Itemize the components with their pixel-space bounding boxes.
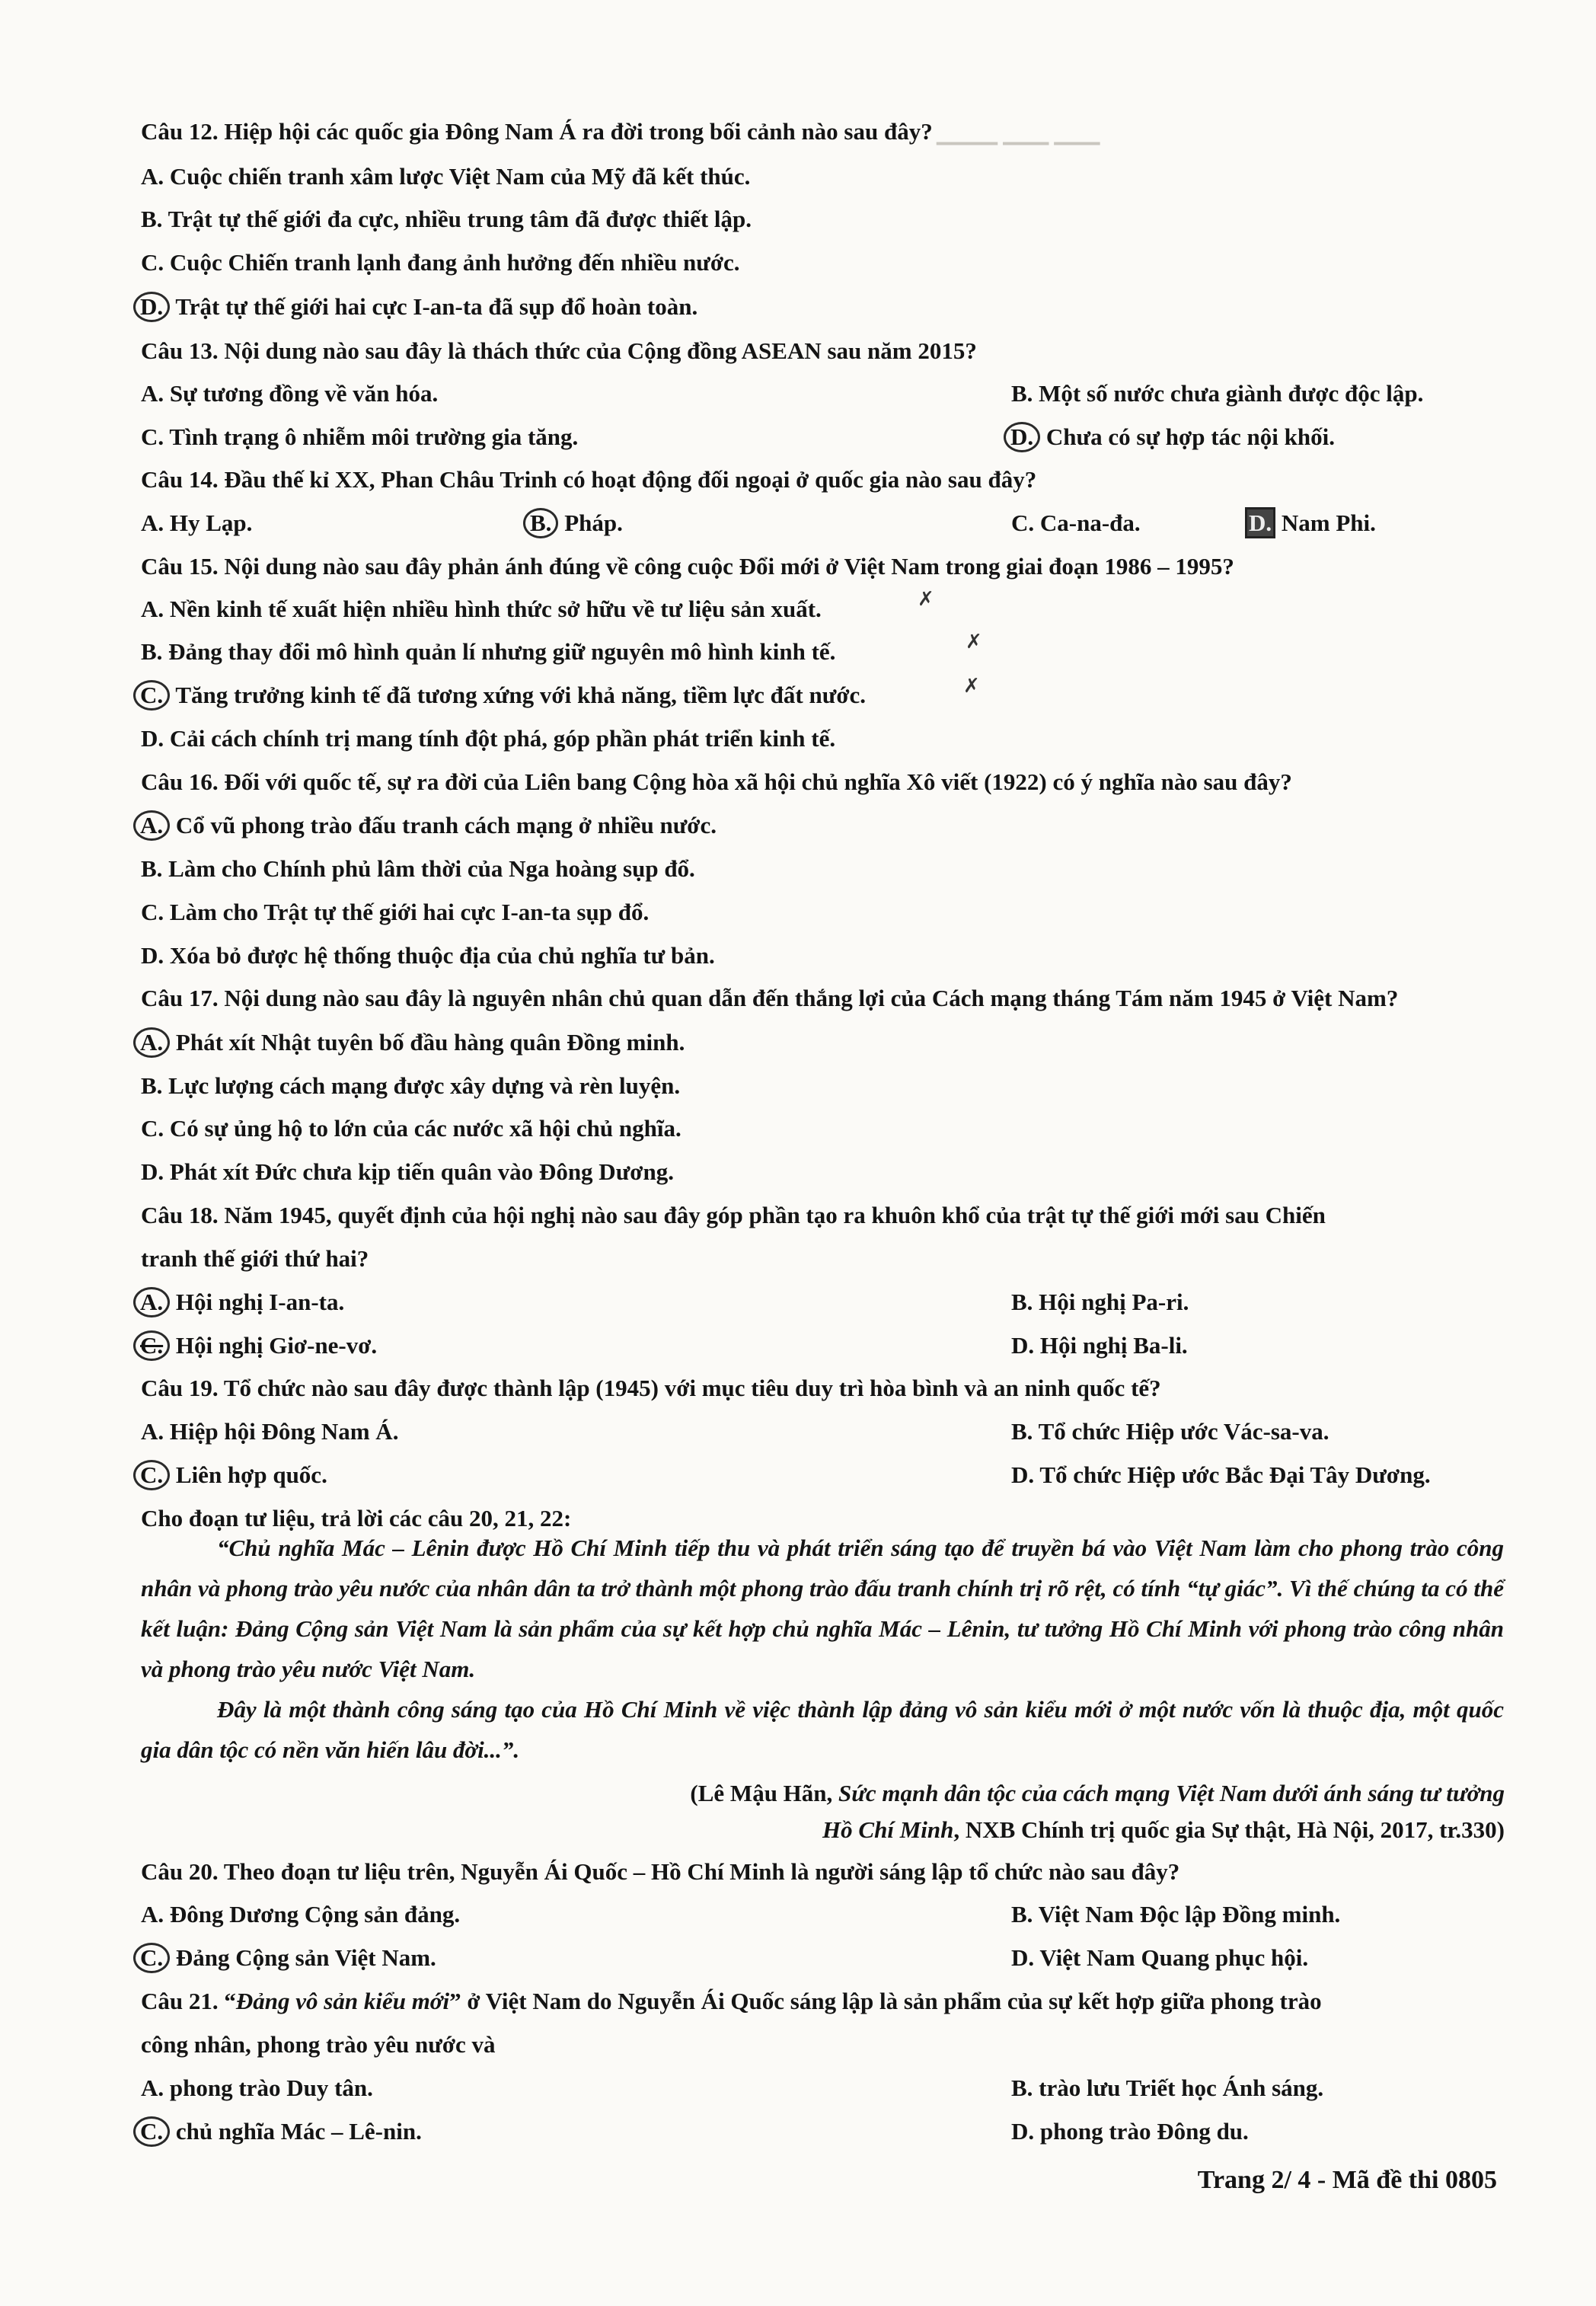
q14-option-c[interactable]: C. Ca-na-đa. xyxy=(1011,509,1141,536)
passage-source-line2: Hồ Chí Minh, NXB Chính trị quốc gia Sự thật, Hà Nội, 2017, tr.330) xyxy=(822,1816,1505,1843)
q19-row1 xyxy=(141,1416,1504,1447)
q19-option-c[interactable]: C. Liên hợp quốc. xyxy=(141,1461,327,1488)
q13-option-d[interactable]: D. Chưa có sự hợp tác nội khối. xyxy=(1011,422,1335,452)
q16-option-b[interactable]: B. Làm cho Chính phủ lâm thời của Nga hoàng sụp đổ. xyxy=(141,855,695,882)
q18-row2 xyxy=(141,1330,1504,1361)
passage-source-line1: (Lê Mậu Hãn, Sức mạnh dân tộc của cách mạng Việt Nam dưới ánh sáng tư tưởng xyxy=(690,1780,1505,1806)
cross-mark-icon: ✗ xyxy=(918,588,934,611)
q20-option-d[interactable]: D. Việt Nam Quang phục hội. xyxy=(1011,1944,1309,1971)
answer-circle: B. xyxy=(523,508,558,538)
passage-intro: Cho đoạn tư liệu, trả lời các câu 20, 21, 22: xyxy=(141,1505,572,1531)
q15-stem: Câu 15. Nội dung nào sau đây phản ánh đúng về công cuộc Đổi mới ở Việt Nam trong giai đoạn 1986 – 1995? xyxy=(141,553,1234,580)
q14-option-a[interactable]: A. Hy Lạp. xyxy=(141,509,253,536)
cross-mark-icon: ✗ xyxy=(963,675,980,698)
q13-row1 xyxy=(141,378,1504,409)
q19-option-d[interactable]: D. Tổ chức Hiệp ước Bắc Đại Tây Dương. xyxy=(1011,1461,1431,1488)
q13-option-b[interactable]: B. Một số nước chưa giành được độc lập. xyxy=(1011,380,1424,407)
passage-paragraph-1: “Chủ nghĩa Mác – Lênin được Hồ Chí Minh tiếp thu và phát triển sáng tạo để truyền bá vào Việt Nam làm cho phong trào công nhân và phong trào yêu nước của nhân dân ta trở thành một phong trào đấu tranh chính trị rõ rệt, có tính “tự giác”. Vì thế chúng ta có thể kết luận: Đảng Cộng sản Việt Nam là sản phẩm của sự kết hợp chủ nghĩa Mác – Lênin, tư tưởng Hồ Chí Minh với phong trào công nhân và phong trào yêu nước Việt Nam. xyxy=(141,1535,1504,1682)
q17-stem: Câu 17. Nội dung nào sau đây là nguyên nhân chủ quan dẫn đến thắng lợi của Cách mạng tháng Tám năm 1945 ở Việt Nam? xyxy=(141,985,1399,1011)
q20-option-c[interactable]: C. Đảng Cộng sản Việt Nam. xyxy=(141,1944,436,1971)
answer-circle: D. xyxy=(1004,422,1040,452)
q18-option-d[interactable]: D. Hội nghị Ba-li. xyxy=(1011,1332,1188,1359)
q21-row2 xyxy=(141,2116,1504,2147)
q18-stem-line2: tranh thế giới thứ hai? xyxy=(141,1245,369,1272)
q21-stem-line2: công nhân, phong trào yêu nước và xyxy=(141,2031,496,2058)
answer-circle: C. xyxy=(133,680,170,711)
q13-stem: Câu 13. Nội dung nào sau đây là thách thức của Cộng đồng ASEAN sau năm 2015? xyxy=(141,337,977,364)
answer-circle: C. xyxy=(133,2116,170,2147)
q15-option-d[interactable]: D. Cải cách chính trị mang tính đột phá, góp phần phát triển kinh tế. xyxy=(141,725,836,752)
q16-stem: Câu 16. Đối với quốc tế, sự ra đời của Liên bang Cộng hòa xã hội chủ nghĩa Xô viết (1922) có ý nghĩa nào sau đây? xyxy=(141,768,1292,795)
q12-option-c[interactable]: C. Cuộc Chiến tranh lạnh đang ảnh hưởng đến nhiều nước. xyxy=(141,249,740,276)
q19-option-b[interactable]: B. Tổ chức Hiệp ước Vác-sa-va. xyxy=(1011,1418,1329,1445)
q17-option-d[interactable]: D. Phát xít Đức chưa kịp tiến quân vào Đông Dương. xyxy=(141,1158,674,1185)
q18-stem-line1: Câu 18. Năm 1945, quyết định của hội nghị nào sau đây góp phần tạo ra khuôn khổ của trật tự thế giới mới sau Chiến xyxy=(141,1202,1326,1228)
q13-option-c[interactable]: C. Tình trạng ô nhiễm môi trường gia tăng. xyxy=(141,423,579,450)
answer-circle: A. xyxy=(133,810,170,841)
q14-row xyxy=(141,508,1504,538)
bleed-through-text: ▁▁▁▁ ▁▁▁ ▁▁▁ xyxy=(937,122,1100,145)
q15-option-b[interactable]: B. Đảng thay đổi mô hình quản lí nhưng giữ nguyên mô hình kinh tế. xyxy=(141,638,836,665)
q13-option-a[interactable]: A. Sự tương đồng về văn hóa. xyxy=(141,380,439,407)
q21-option-b[interactable]: B. trào lưu Triết học Ánh sáng. xyxy=(1011,2074,1324,2101)
q14-option-b[interactable]: B. Pháp. xyxy=(531,508,623,538)
q20-row2 xyxy=(141,1943,1504,1973)
q16-option-d[interactable]: D. Xóa bỏ được hệ thống thuộc địa của chủ nghĩa tư bản. xyxy=(141,942,715,969)
answer-circle: D. xyxy=(133,292,170,322)
q14-stem: Câu 14. Đầu thế kỉ XX, Phan Châu Trinh có hoạt động đối ngoại ở quốc gia nào sau đây? xyxy=(141,466,1037,493)
q20-option-a[interactable]: A. Đông Dương Cộng sản đảng. xyxy=(141,1901,461,1928)
q19-stem: Câu 19. Tổ chức nào sau đây được thành lập (1945) với mục tiêu duy trì hòa bình và an ninh quốc tế? xyxy=(141,1375,1161,1401)
page-footer: Trang 2/ 4 - Mã đề thi 0805 xyxy=(1197,2166,1497,2194)
q19-row2 xyxy=(141,1460,1504,1490)
q17-option-c[interactable]: C. Có sự ủng hộ to lớn của các nước xã hội chủ nghĩa. xyxy=(141,1115,681,1142)
q17-option-b[interactable]: B. Lực lượng cách mạng được xây dựng và rèn luyện. xyxy=(141,1072,681,1099)
q14-option-d[interactable]: D. Nam Phi. xyxy=(1245,508,1376,538)
answer-circle: A. xyxy=(133,1287,170,1317)
q18-option-a[interactable]: A. Hội nghị I-an-ta. xyxy=(141,1289,344,1315)
q21-stem-line1: Câu 21. “Đảng vô sản kiểu mới” ở Việt Nam do Nguyễn Ái Quốc sáng lập là sản phẩm của sự kết hợp giữa phong trào xyxy=(141,1988,1322,2014)
answer-circle: C. xyxy=(133,1460,170,1490)
q12-option-a[interactable]: A. Cuộc chiến tranh xâm lược Việt Nam của Mỹ đã kết thúc. xyxy=(141,163,751,190)
answer-circle: C. xyxy=(133,1943,170,1973)
q21-row1 xyxy=(141,2073,1504,2103)
q18-option-b[interactable]: B. Hội nghị Pa-ri. xyxy=(1011,1289,1189,1315)
q21-option-a[interactable]: A. phong trào Duy tân. xyxy=(141,2074,373,2101)
q12-option-b[interactable]: B. Trật tự thế giới đa cực, nhiều trung tâm đã được thiết lập. xyxy=(141,206,752,232)
q21-option-c[interactable]: C. chủ nghĩa Mác – Lê-nin. xyxy=(141,2118,422,2145)
cross-mark-icon: ✗ xyxy=(966,631,982,653)
passage-paragraph-2: Đây là một thành công sáng tạo của Hồ Chí Minh về việc thành lập đảng vô sản kiểu mới ở một nước vốn là thuộc địa, một quốc gia dân tộc có nền văn hiến lâu đời...”. xyxy=(141,1696,1504,1763)
q19-option-a[interactable]: A. Hiệp hội Đông Nam Á. xyxy=(141,1418,399,1445)
q12-option-d[interactable]: D. Trật tự thế giới hai cực I-an-ta đã sụp đổ hoàn toàn. xyxy=(141,292,1504,322)
filled-mark: D. xyxy=(1245,507,1275,538)
q18-option-c[interactable]: C. Hội nghị Giơ-ne-vơ. xyxy=(141,1332,377,1359)
q12-stem: Câu 12. Hiệp hội các quốc gia Đông Nam Á ra đời trong bối cảnh nào sau đây? xyxy=(141,118,933,145)
q16-option-c[interactable]: C. Làm cho Trật tự thế giới hai cực I-an-ta sụp đổ. xyxy=(141,899,650,925)
q18-row1 xyxy=(141,1287,1504,1317)
crossed-answer-circle: C. xyxy=(133,1330,170,1361)
q20-row1 xyxy=(141,1899,1504,1930)
q20-option-b[interactable]: B. Việt Nam Độc lập Đồng minh. xyxy=(1011,1901,1341,1928)
q16-option-a[interactable]: A. Cổ vũ phong trào đấu tranh cách mạng ở nhiều nước. xyxy=(141,810,1504,841)
answer-circle: A. xyxy=(133,1027,170,1058)
q20-stem: Câu 20. Theo đoạn tư liệu trên, Nguyễn Ái Quốc – Hồ Chí Minh là người sáng lập tổ chức nào sau đây? xyxy=(141,1858,1180,1885)
q13-row2 xyxy=(141,422,1504,452)
q21-option-d[interactable]: D. phong trào Đông du. xyxy=(1011,2118,1249,2145)
q15-option-a[interactable]: A. Nền kinh tế xuất hiện nhiều hình thức sở hữu về tư liệu sản xuất. xyxy=(141,596,822,622)
q17-option-a[interactable]: A. Phát xít Nhật tuyên bố đầu hàng quân Đồng minh. xyxy=(141,1027,1504,1058)
q15-option-c[interactable]: C. Tăng trưởng kinh tế đã tương xứng với khả năng, tiềm lực đất nước. xyxy=(141,680,1504,711)
